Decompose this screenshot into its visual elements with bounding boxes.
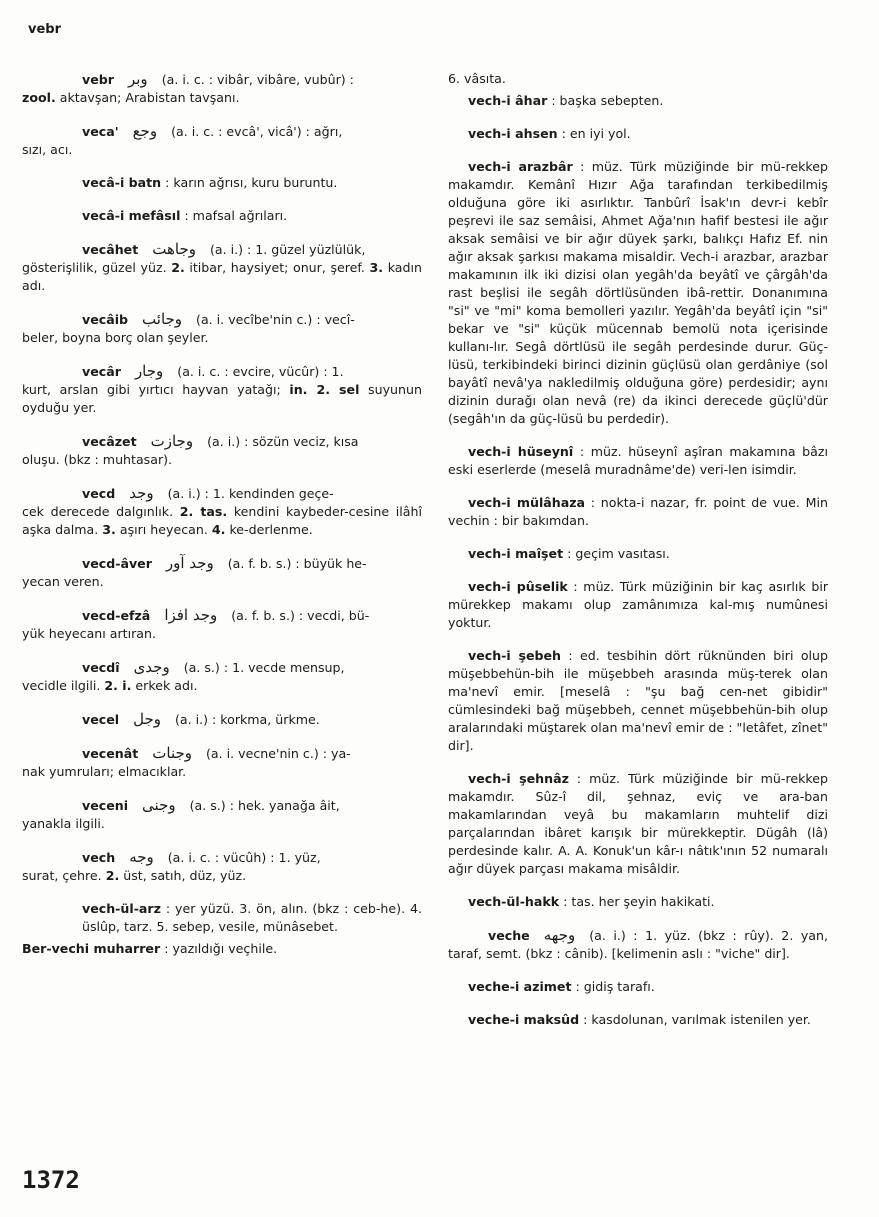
definition-text: kadın adı. — [22, 260, 422, 293]
dictionary-entry — [22, 240, 422, 295]
entry-definition: (a. i. c. : vücûh) : 1. yüz, — [167, 850, 321, 865]
entry-headword: veche-i maksûd — [468, 1012, 580, 1027]
dictionary-entry — [22, 710, 422, 729]
dictionary-entry — [448, 92, 828, 110]
entry-headword: vebr — [82, 72, 114, 87]
entry-definition: : mafsal ağrıları. — [184, 208, 288, 223]
bold-label: 3. — [369, 260, 384, 275]
entry-continuation — [22, 573, 422, 591]
definition-text: gösterişlilik, güzel yüz. — [22, 260, 172, 275]
entry-definition: : yazıldığı veçhile. — [164, 941, 278, 956]
entry-headword: vech-i şebeh — [468, 648, 562, 663]
entry-definition: : başka sebepten. — [551, 93, 664, 108]
arabic-script: وجد — [129, 484, 154, 502]
arabic-script: وبر — [127, 70, 148, 88]
page-number: 1372 — [22, 1166, 80, 1194]
entry-definition: (a. i. c. : evcâ', vicâ') : ağrı, — [171, 124, 343, 139]
definition-text: aktavşan; Arabistan tavşanı. — [55, 90, 240, 105]
arabic-script: وجازت — [150, 432, 194, 450]
dictionary-entry — [22, 658, 422, 695]
dictionary-entry — [448, 70, 828, 88]
arabic-script: وجهه — [543, 926, 576, 944]
dictionary-entry — [448, 443, 828, 479]
entry-definition: (a. s.) : hek. yanağa âit, — [189, 798, 340, 813]
left-column — [22, 70, 422, 962]
entry-definition: : en iyi yol. — [561, 126, 631, 141]
dictionary-entry — [22, 796, 422, 833]
entry-headword: vecd-âver — [82, 556, 152, 571]
dictionary-entry — [22, 362, 422, 417]
entry-headword: veca' — [82, 124, 119, 139]
arabic-script: وجد افزا — [164, 606, 218, 624]
entry-headword: vecel — [82, 712, 120, 727]
dictionary-entry — [22, 174, 422, 192]
dictionary-entry — [22, 554, 422, 591]
entry-headword: vecâzet — [82, 434, 137, 449]
entry-definition: : müz. Türk müziğinin bir kaç asırlık bir mürekkep makamı olup zamânımıza kal-mış numûnesi yoktur. — [448, 579, 828, 630]
definition-text: üst, satıh, düz, yüz. — [119, 868, 247, 883]
dictionary-entry — [22, 122, 422, 159]
entry-definition: : nokta-i nazar, fr. point de vue. Min vechin : bir bakımdan. — [448, 495, 828, 528]
dictionary-entry — [22, 432, 422, 469]
definition-text: surat, çehre. — [22, 868, 106, 883]
dictionary-entry — [448, 158, 828, 428]
entry-definition: (a. i. vecne'nin c.) : ya- — [205, 746, 351, 761]
entry-headword: vecâhet — [82, 242, 139, 257]
entry-definition: (a. s.) : 1. vecde mensup, — [183, 660, 345, 675]
dictionary-entry — [448, 125, 828, 143]
entry-continuation — [22, 763, 422, 781]
definition-text: itibar, haysiyet; onur, şeref. — [184, 260, 370, 275]
entry-definition: : müz. hüseynî aşîran makamına bâzı eski eserlerde (meselâ muradnâme'de) veri-len isimdir. — [448, 444, 829, 477]
entry-continuation — [22, 89, 422, 107]
dictionary-entry — [448, 494, 828, 530]
dictionary-entry — [22, 606, 422, 643]
bold-label: in. 2. sel — [289, 382, 360, 397]
dictionary-entry — [448, 978, 828, 996]
entry-definition: : gidiş tarafı. — [575, 979, 655, 994]
entry-headword: vecd — [82, 486, 116, 501]
dictionary-entry — [22, 70, 422, 107]
bold-label: 2. i. — [104, 678, 132, 693]
arabic-script: وجائب — [142, 310, 183, 328]
entry-headword: vech-i âhar — [468, 93, 548, 108]
entry-definition: : geçim vasıtası. — [567, 546, 670, 561]
arabic-script: وجع — [132, 122, 158, 140]
dictionary-entry — [22, 744, 422, 781]
entry-continuation — [22, 259, 422, 295]
definition-text: oluşu. (bkz : muhtasar). — [22, 452, 173, 467]
entry-headword: veceni — [82, 798, 129, 813]
arabic-script: وجنات — [152, 744, 192, 762]
dictionary-entry — [22, 900, 422, 936]
entry-headword: veche-i azimet — [468, 979, 572, 994]
entry-headword: vecâ-i batn — [82, 175, 162, 190]
entry-headword: Ber-vechi muharrer — [22, 941, 161, 956]
bold-label: 2. — [105, 868, 120, 883]
entry-definition: (a. i. c. : vibâr, vibâre, vubûr) : — [161, 72, 354, 87]
entry-headword: vech-ül-hakk — [468, 894, 560, 909]
entry-headword: vech-i pûselik — [468, 579, 568, 594]
dictionary-entry — [22, 207, 422, 225]
entry-definition: (a. f. b. s.) : büyük he- — [227, 556, 367, 571]
entry-definition: (a. i.) : korkma, ürkme. — [174, 712, 320, 727]
dictionary-entry — [22, 848, 422, 885]
definition-text: aşırı heyecan. — [115, 522, 212, 537]
entry-headword: vecd-efzâ — [82, 608, 151, 623]
entry-headword: vech-ül-arz — [82, 901, 161, 916]
entry-headword: vech-i arazbâr — [468, 159, 573, 174]
entry-definition: : yer yüzü. 3. ön, alın. (bkz : ceb-he). 4. üslûp, tarz. 5. sebep, vesile, münâsebet. — [82, 901, 422, 934]
dictionary-entry — [448, 545, 828, 563]
bold-label: 2. tas. — [179, 504, 228, 519]
entry-definition: (a. i.) : 1. kendinden geçe- — [167, 486, 334, 501]
arabic-script: وجنى — [142, 796, 176, 814]
entry-continuation — [22, 141, 422, 159]
entry-headword: vecdî — [82, 660, 120, 675]
definition-text: beler, boyna borç olan şeyler. — [22, 330, 209, 345]
entry-definition: (a. i. c. : evcire, vücûr) : 1. — [177, 364, 344, 379]
definition-text: suyunun oyduğu yer. — [22, 382, 422, 415]
running-head: vebr — [28, 22, 62, 37]
entry-continuation — [22, 503, 422, 539]
entry-definition: : karın ağrısı, kuru buruntu. — [165, 175, 338, 190]
entry-definition: : müz. Türk müziğinde bir mü-rekkep makamdır. Sûz-î dil, şehnaz, eviç ve ara-ban makamlarından veyâ bu makamların muhtelif dizi parçalarından ibâret karışık bir mürekkeptir. Dügâh (lâ) perdesinde kalır. A. A. Konuk'un kâr-ı nâtık'ının 52 numaralı ağır düyek parçası makama misâldir. — [448, 771, 828, 876]
entry-definition: : müz. Türk müziğinde bir mü-rekkep makamdır. Kemânî Hızır Ağa tarafından terkibedilmiş olduğuna göre iki asırlıktır. Tanbûrî İsak'ın devr-i kebîr peşrevi ile saz semâisi, Ahmet Ağa'nın hafif bestesi ile ağır aksak semâisi ve bir ağır düyek şarkı, balıkçı Hafız Ef. nin ağır aksak şarkısı makama misaldir. Vech-i arazbar, arazbar makamının ilk iki dizisi olan yegâh'da beyâtî ve çârgâh'da rast beşlisi ile segâh dörtlüsünden ibâ-rettir. Donanımına "si" ve "mi" koma bemolleri yazılır. Yegâh'da beyâtî için "si" bekar ve "si" küçük mücennab bemolü nota içerisinde kullanı-lır. Segâ dörtlüsü ile segâh perdesinde durur. Güç-lüsü, terkibindeki birinci dizinin güçlüsü olan gerdâniye (sol bayâtî nevâ'ya nakledilmiş olduğuna göre) perdesidir; aynı dizinin durağı olan nevâ (re) da ikinci derecede güçlü'dür (segâh'ın da güç-lüsü bu perdedir). — [448, 159, 829, 426]
entry-definition: : tas. her şeyin hakikati. — [563, 894, 715, 909]
entry-headword: vech-i şehnâz — [468, 771, 569, 786]
dictionary-entry — [22, 484, 422, 539]
arabic-script: وجدى — [133, 658, 170, 676]
entry-headword: vech-i hüseynî — [468, 444, 574, 459]
definition-text: yecan veren. — [22, 574, 104, 589]
definition-text: vecidle ilgili. — [22, 678, 105, 693]
dictionary-entry — [448, 893, 828, 911]
entry-headword: veche — [488, 928, 530, 943]
arabic-script: وجار — [134, 362, 164, 380]
arabic-script: وجد آور — [165, 554, 214, 572]
bold-label: 2. — [171, 260, 185, 275]
dictionary-entry — [22, 940, 422, 958]
bold-label: 3. — [102, 522, 116, 537]
entry-continuation — [22, 329, 422, 347]
definition-text: yanakla ilgili. — [22, 816, 105, 831]
definition-text: erkek adı. — [131, 678, 198, 693]
entry-definition: : ed. tesbihin dört rüknünden biri olup müşebbehün-bih ile müşebbeh arasında müş-terek olan ma'nevî emir. [meselâ : "şu bağ cen-net gibidir" cümlesindeki bağ müşebbeh, cennet müşebbehün-bih olup aralarındaki müştarek olan ma'nevî emir de : "letâfet, zînet" dir]. — [448, 648, 828, 753]
entry-headword: vecenât — [82, 746, 139, 761]
bold-label: 4. — [211, 522, 226, 537]
definition-text: cek derecede dalgınlık. — [22, 504, 180, 519]
entry-definition: (a. i. vecîbe'nin c.) : vecî- — [196, 312, 355, 327]
entry-continuation — [22, 451, 422, 469]
entry-headword: vecâib — [82, 312, 129, 327]
arabic-script: وجل — [133, 710, 161, 728]
entry-definition: (a. i.) : 1. güzel yüzlülük, — [209, 242, 366, 257]
definition-text: kurt, arslan gibi yırtıcı hayvan yatağı; — [22, 382, 290, 397]
entry-definition: (a. f. b. s.) : vecdi, bü- — [231, 608, 370, 623]
right-column — [448, 70, 828, 1044]
dictionary-entry — [448, 770, 828, 878]
entry-continuation — [22, 381, 422, 417]
entry-headword: vech-i ahsen — [468, 126, 558, 141]
arabic-script: وجه — [129, 848, 154, 866]
entry-continuation — [22, 625, 422, 643]
entry-continuation — [22, 867, 422, 885]
dictionary-entry — [448, 926, 828, 963]
entry-definition: (a. i.) : 1. yüz. (bkz : rûy). 2. yan, taraf, semt. (bkz : cânib). [kelimenin aslı : "viche" dir]. — [448, 928, 828, 961]
definition-text: nak yumruları; elmacıklar. — [22, 764, 187, 779]
entry-headword: vech-i mülâhaza — [468, 495, 586, 510]
entry-definition: 6. vâsıta. — [448, 71, 506, 86]
definition-text: ke-derlenme. — [225, 522, 313, 537]
definition-text: yük heyecanı artıran. — [22, 626, 156, 641]
dictionary-entry — [22, 310, 422, 347]
dictionary-entry — [448, 578, 828, 632]
definition-text: kendini kaybeder-cesine ilâhî aşka dalma. — [22, 504, 423, 537]
entry-headword: vech — [82, 850, 116, 865]
entry-headword: vecâ-i mefâsıl — [82, 208, 181, 223]
bold-label: zool. — [22, 90, 56, 105]
entry-headword: vech-i maîşet — [468, 546, 564, 561]
entry-continuation — [22, 677, 422, 695]
entry-definition: (a. i.) : sözün veciz, kısa — [207, 434, 359, 449]
arabic-script: وجاهت — [152, 240, 196, 258]
entry-definition: : kasdolunan, varılmak istenilen yer. — [583, 1012, 811, 1027]
definition-text: sızı, acı. — [22, 142, 73, 157]
dictionary-entry — [448, 647, 828, 755]
entry-continuation — [22, 815, 422, 833]
entry-headword: vecâr — [82, 364, 121, 379]
dictionary-entry — [448, 1011, 828, 1029]
